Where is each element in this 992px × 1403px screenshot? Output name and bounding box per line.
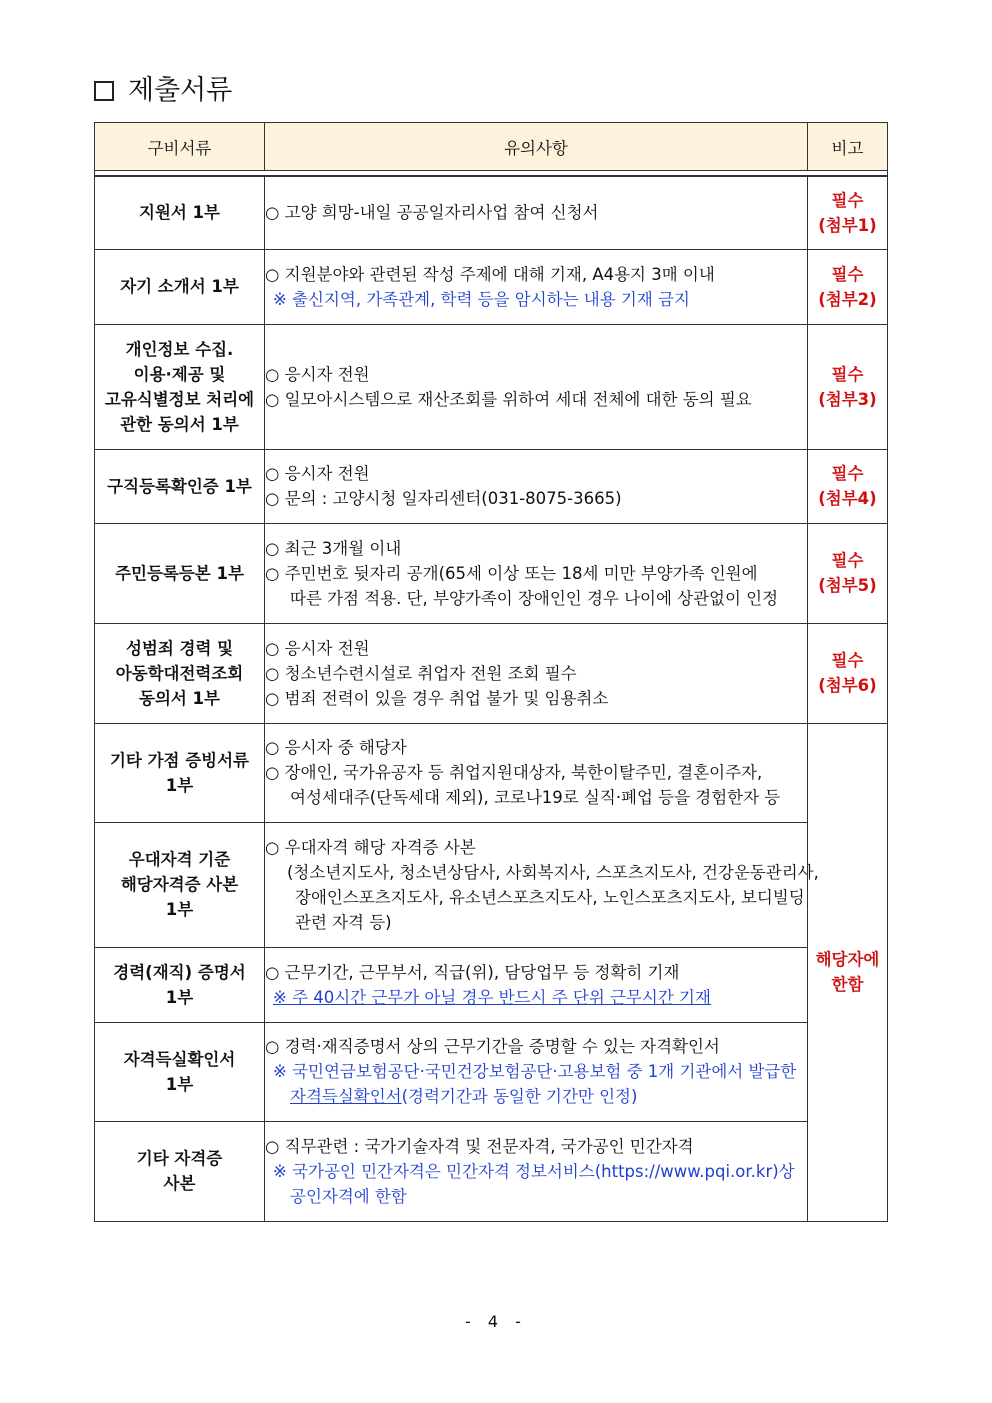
note-line: ○ 근무기간, 근무부서, 직급(위), 담당업무 등 정확히 기재	[265, 962, 680, 982]
doc-text: 이용·제공 및	[133, 364, 226, 384]
doc-text: 1부	[165, 987, 194, 1007]
notes-cell	[265, 822, 819, 947]
table-row	[95, 822, 888, 947]
doc-cell	[95, 723, 265, 822]
remark-cell	[808, 324, 888, 449]
note-line: ○ 최근 3개월 이내	[265, 538, 402, 558]
remark-required: 필수	[831, 464, 864, 483]
remark-cell	[808, 176, 888, 249]
doc-cell	[95, 1022, 265, 1121]
note-warning: ※ 출신지역, 가족관계, 학력 등을 암시하는 내용 기재 금지	[273, 289, 690, 309]
remark-attachment: (첨부6)	[818, 676, 877, 695]
doc-text: 성범죄 경력 및	[125, 638, 234, 658]
note-line: ○ 문의 : 고양시청 일자리센터(031-8075-3665)	[265, 489, 622, 508]
remark-applicable: 한함	[831, 975, 864, 994]
remark-attachment: (첨부2)	[818, 289, 877, 309]
note-line: ○ 응시자 중 해당자	[265, 738, 407, 757]
remark-cell	[808, 449, 888, 523]
doc-text: 1부	[165, 775, 194, 795]
table-row	[95, 324, 888, 449]
doc-cell	[95, 623, 265, 723]
doc-text: 1부	[165, 1074, 194, 1094]
remark-required: 필수	[831, 264, 864, 284]
doc-text: 사본	[163, 1174, 196, 1193]
doc-text: 해당자격증 사본	[120, 875, 239, 894]
note-line: ○ 지원분야와 관련된 작성 주제에 대해 기재, A4용지 3매 이내	[265, 264, 715, 284]
doc-cell	[95, 1121, 265, 1221]
notes-cell	[265, 1022, 808, 1121]
note-line: ○ 청소년수련시설로 취업자 전원 조회 필수	[265, 663, 577, 683]
note-line: 따른 가점 적용. 단, 부양가족이 장애인인 경우 나이에 상관없이 인정	[290, 588, 779, 608]
remark-required: 필수	[831, 551, 864, 570]
notes-cell	[265, 1121, 808, 1221]
doc-cell	[95, 324, 265, 449]
remark-attachment: (첨부1)	[818, 215, 877, 235]
table-row	[95, 723, 888, 822]
section-title	[94, 74, 232, 108]
note-line: 장애인스포츠지도사, 유소년스포츠지도사, 노인스포츠지도사, 보디빌딩	[295, 887, 805, 907]
note-line: ○ 고양 희망-내일 공공일자리사업 참여 신청서	[265, 203, 599, 223]
remark-cell	[808, 623, 888, 723]
remark-cell	[808, 249, 888, 324]
doc-text: 동의서 1부	[139, 688, 220, 708]
note-line: ○ 장애인, 국가유공자 등 취업지원대상자, 북한이탈주민, 결혼이주자,	[265, 763, 763, 782]
doc-text: 자격득실확인서	[123, 1049, 236, 1069]
header-notes: 유의사항	[265, 123, 808, 171]
table-row	[95, 1022, 888, 1121]
doc-cell	[95, 249, 265, 324]
remark-applicable: 해당자에	[815, 950, 880, 969]
doc-text: 아동학대전력조회	[115, 663, 244, 683]
table-row	[95, 449, 888, 523]
note-suffix: (경력기간과 동일한 기간만 인정)	[401, 1087, 638, 1106]
notes-cell	[265, 449, 808, 523]
notes-cell	[265, 523, 808, 623]
note-line: 공인자격에 한함	[290, 1186, 407, 1206]
doc-cell	[95, 947, 265, 1022]
doc-text: 경력(재직) 증명서	[113, 962, 246, 982]
table-row	[95, 249, 888, 324]
notes-cell	[265, 947, 808, 1022]
table-row	[95, 523, 888, 623]
doc-text: 고유식별정보 처리에	[104, 389, 255, 409]
header-remark: 비고	[808, 123, 888, 171]
doc-cell	[95, 523, 265, 623]
note-line: ○ 주민번호 뒷자리 공개(65세 이상 또는 18세 미만 부양가족 인원에	[265, 563, 758, 583]
table-row	[95, 623, 888, 723]
notes-cell	[265, 249, 808, 324]
doc-text: 기타 자격증	[136, 1149, 223, 1168]
doc-text: 1부	[165, 900, 194, 919]
documents-table	[94, 122, 888, 1222]
note-line: ○ 응시자 전원	[265, 638, 370, 658]
note-line	[265, 1084, 807, 1109]
remark-merged-cell	[808, 723, 888, 1221]
note-line: 관련 자격 등)	[295, 912, 392, 932]
remark-attachment: (첨부3)	[818, 389, 877, 409]
remark-attachment: (첨부5)	[818, 576, 877, 595]
notes-cell	[265, 176, 808, 249]
doc-text: 우대자격 기준	[128, 850, 231, 869]
header-doc: 구비서류	[95, 123, 265, 171]
notes-cell	[265, 623, 808, 723]
section-title-text: 제출서류	[128, 75, 233, 106]
notes-cell	[265, 723, 808, 822]
note-line: ○ 우대자격 해당 자격증 사본	[265, 837, 476, 857]
note-line: ○ 직무관련 : 국가기술자격 및 전문자격, 국가공인 민간자격	[265, 1136, 694, 1156]
remark-required: 필수	[831, 651, 864, 670]
table-header-row	[95, 123, 888, 171]
doc-text: 개인정보 수집.	[125, 339, 234, 359]
page-number: - 4 -	[465, 1312, 527, 1331]
doc-text: 주민등록등본 1부	[115, 563, 244, 583]
doc-text: 자기 소개서 1부	[120, 277, 239, 296]
doc-text: 관한 동의서 1부	[120, 414, 239, 434]
note-line: ○ 범죄 전력이 있을 경우 취업 불가 및 임용취소	[265, 688, 609, 708]
checkbox-square-icon	[94, 81, 114, 101]
doc-text: 기타 가점 증빙서류	[109, 750, 249, 770]
note-line: 여성세대주(단독세대 제외), 코로나19로 실직·폐업 등을 경험한자 등	[290, 788, 781, 807]
remark-required: 필수	[831, 364, 864, 384]
remark-attachment: (첨부4)	[818, 489, 877, 508]
note-warning: ※ 주 40시간 근무가 아닐 경우 반드시 주 단위 근무시간 기재	[273, 987, 711, 1007]
table-row	[95, 1121, 888, 1221]
note-line: ○ 응시자 전원	[265, 364, 370, 384]
note-line: (청소년지도사, 청소년상담사, 사회복지사, 스포츠지도사, 건강운동관리사,	[287, 862, 819, 882]
doc-cell	[95, 176, 265, 249]
remark-required: 필수	[831, 190, 864, 210]
notes-cell	[265, 324, 808, 449]
table-row	[95, 176, 888, 249]
doc-cell	[95, 822, 265, 947]
note-line: ○ 경력·재직증명서 상의 근무기간을 증명할 수 있는 자격확인서	[265, 1037, 720, 1056]
note-warning: ※ 국가공인 민간자격은 민간자격 정보서비스(https://www.pqi.or.kr)상	[273, 1161, 795, 1181]
note-line: ○ 응시자 전원	[265, 464, 370, 483]
note-warning: ※ 국민연금보험공단·국민건강보험공단·고용보험 중 1개 기관에서 발급한	[273, 1062, 797, 1081]
doc-text: 지원서 1부	[139, 203, 220, 223]
remark-cell	[808, 523, 888, 623]
note-line: ○ 일모아시스템으로 재산조회를 위하여 세대 전체에 대한 동의 필요	[265, 389, 752, 409]
doc-text: 구직등록확인증 1부	[107, 476, 252, 496]
doc-cell	[95, 449, 265, 523]
table-row	[95, 947, 888, 1022]
note-underlined: 자격득실확인서	[290, 1087, 402, 1106]
